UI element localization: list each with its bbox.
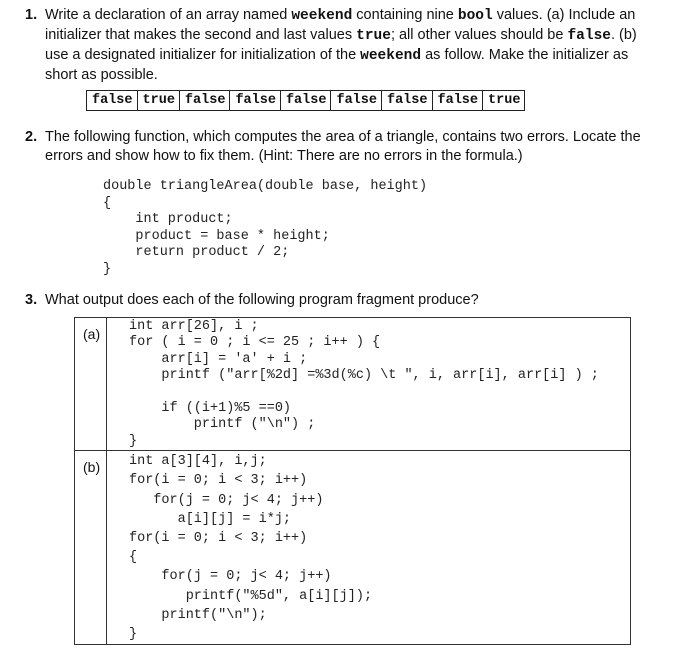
q1-text-part: as follow. Make the initializer as short as possible.	[45, 47, 629, 83]
question-3	[25, 291, 655, 310]
question-1-text	[45, 6, 655, 85]
array-cell: false	[179, 91, 230, 111]
array-row	[87, 91, 525, 111]
question-1-number: 1.	[25, 7, 38, 23]
weekend-array-table	[86, 90, 525, 111]
question-3-text: What output does each of the following program fragment produce?	[45, 292, 479, 308]
array-cell: false	[230, 91, 281, 111]
q1-text-part: containing nine	[352, 7, 458, 23]
question-2-number: 2.	[25, 129, 38, 145]
q1-text-part: . (b) use a designated initializer for initialization of the	[45, 27, 637, 63]
array-cell: false	[432, 91, 483, 111]
q1-text-part: Write a declaration of an array named	[45, 7, 292, 23]
question-3-number: 3.	[25, 292, 38, 308]
fragment-code-b: int a[3][4], i,j; for(i = 0; i < 3; i++) for(j = 0; j< 4; j++) a[i][j] = i*j; for(i = 0; i < 3; i++) { for(j = 0; j< 4; j++) printf("%5d", a[i][j]); printf("\n"); }	[129, 454, 373, 643]
program-fragments-table	[74, 317, 631, 645]
fragment-label-b: (b)	[75, 451, 107, 645]
question-2	[25, 128, 655, 166]
question-2-text: The following function, which computes the area of a triangle, contains two errors. Locate the errors and show how to fix them. (Hint: There are no errors in the formula.)	[45, 129, 641, 164]
q1-code-bool: bool	[457, 8, 493, 24]
triangle-area-code: double triangleArea(double base, height) { int product; product = base * height; return product / 2; }	[103, 179, 428, 277]
array-cell: false	[280, 91, 331, 111]
array-cell: false	[331, 91, 382, 111]
q1-code-false: false	[567, 28, 611, 44]
array-cell: true	[483, 91, 525, 111]
q1-text-part: values. (a) Include an initializer that makes the second and last values	[45, 7, 636, 43]
fragment-code-cell-a	[107, 318, 631, 451]
q1-code-weekend: weekend	[291, 8, 353, 24]
q1-code-weekend: weekend	[360, 48, 422, 64]
q1-code-true: true	[356, 28, 391, 44]
array-cell: false	[87, 91, 138, 111]
question-1	[25, 6, 655, 85]
array-cell: true	[137, 91, 179, 111]
fragment-code-a: int arr[26], i ; for ( i = 0 ; i <= 25 ; i++ ) { arr[i] = 'a' + i ; printf ("arr[%2d] =%3d(%c) \t ", i, arr[i], arr[i] ) ; if ((i+1)%5 ==0) printf ("\n") ; }	[129, 319, 599, 449]
array-cell: false	[381, 91, 432, 111]
fragment-row-b	[75, 451, 631, 645]
fragment-label-a: (a)	[75, 318, 107, 451]
fragment-code-cell-b	[107, 451, 631, 645]
q1-text-part: ; all other values should be	[390, 27, 568, 43]
fragment-row-a	[75, 318, 631, 451]
